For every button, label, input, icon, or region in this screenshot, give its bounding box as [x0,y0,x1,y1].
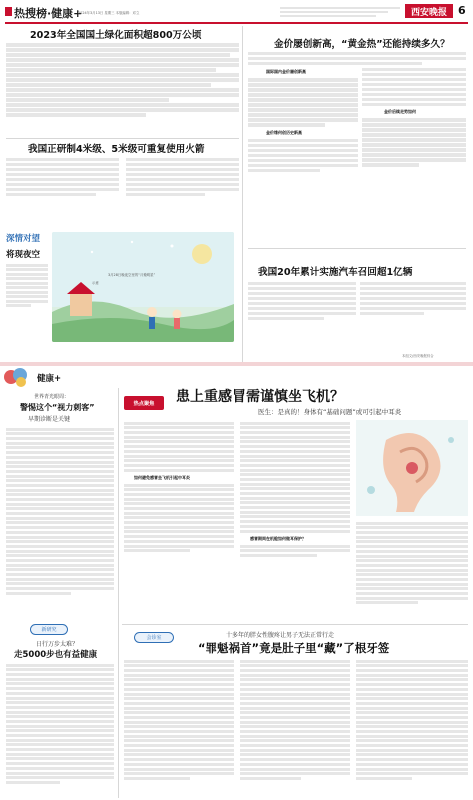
moon-icon [192,244,212,264]
gold-col-left [248,66,358,242]
rocket-title: 我国正研制4米级、5米级可重复使用火箭 [28,144,205,155]
deep-sea-body [6,262,48,342]
section-title: 热搜榜·健康+ [14,7,83,20]
gold-sub-2: 金价缘何创历史新高 [266,129,302,135]
deep-sea-heading-2: 将现夜空 [6,250,41,260]
rocket-body [6,156,239,228]
recall-title: 我国20年累计实施汽车召回超1亿辆 [258,267,413,278]
column-divider [118,388,119,798]
gold-col-right [362,66,466,242]
masthead-rule [5,22,468,24]
brand-logo-text: 西安晚报 [410,7,447,18]
health-plus-title: 健康+ [37,374,62,384]
walk-title-2: 走5000步也有益健康 [14,650,98,660]
gold-sub-1: 国际国内金价屡创新高 [266,69,306,74]
section-band [0,362,473,366]
toothpick-title-2: “罪魁祸首”竟是肚子里“藏”了根牙签 [198,641,390,655]
recall-credit: 本组文/西安晚报综合 [402,354,434,358]
brand-logo [405,4,453,18]
masthead [0,0,473,24]
divider [122,624,468,625]
recall-body [248,280,466,350]
new-research-label: 新研究 [41,627,57,633]
divider [248,248,466,249]
meeting-room-label: 会诊室 [146,635,162,641]
illustration-tag: 示意 [92,281,99,285]
illustration-caption: 3月28日晚夜空里的“月掩明星” [108,273,156,277]
flight-body-col-2 [240,420,350,620]
glaucoma-title-1: 世界青光眼周： [34,394,70,400]
toothpick-title-1: 十多年的胖女性腹疼让男子无法正常行走 [226,632,335,639]
glaucoma-title-2: 警惕这个“视力刺客” [20,403,95,412]
walk-body [6,662,114,796]
hot-topic-badge [124,396,164,410]
walk-title-1: 日行万步太难？ [36,641,79,648]
hot-topic-label: 热点聚焦 [133,400,155,407]
glaucoma-subtitle: 早期诊断是关键 [28,416,71,423]
ear-illustration [356,420,468,516]
masthead-lines [280,6,400,18]
gold-title: 金价屡创新高，“黄金热”还能持续多久？ [274,39,450,50]
ear-svg [356,420,468,516]
night-sky-svg [52,232,234,342]
gold-lead [248,50,466,67]
meeting-room-badge [134,632,174,643]
flight-body-col-1 [124,420,234,620]
flight-title: 患上重感冒需谨慎坐飞机？ [176,389,344,405]
land-title: 2023年全国国土绿化面积超800万公顷 [30,30,202,41]
flight-sub-2: 感冒期间在机舱如何做耳保护？ [250,535,306,541]
gold-sub-3: 金价后续走势如何 [384,109,416,114]
flight-body-col-3 [356,520,468,620]
flight-sub-1: 如何避免感冒坐飞机引起中耳炎 [134,474,190,480]
page-number: 6 [458,4,466,17]
land-body [6,42,239,137]
column-divider [242,26,243,362]
masthead-meta: 2024年3月13日 星期三 本版编辑：邓立 [78,11,140,15]
masthead-icon [5,7,12,16]
night-sky-illustration [52,232,234,342]
toothpick-body [124,658,468,796]
glaucoma-body [6,426,114,620]
flight-subtitle: 医生：是真的！身体有“基础问题”或可引起中耳炎 [258,408,402,416]
divider [6,138,239,139]
new-research-badge [30,624,68,635]
deep-sea-heading: 深情对望 [6,234,41,244]
